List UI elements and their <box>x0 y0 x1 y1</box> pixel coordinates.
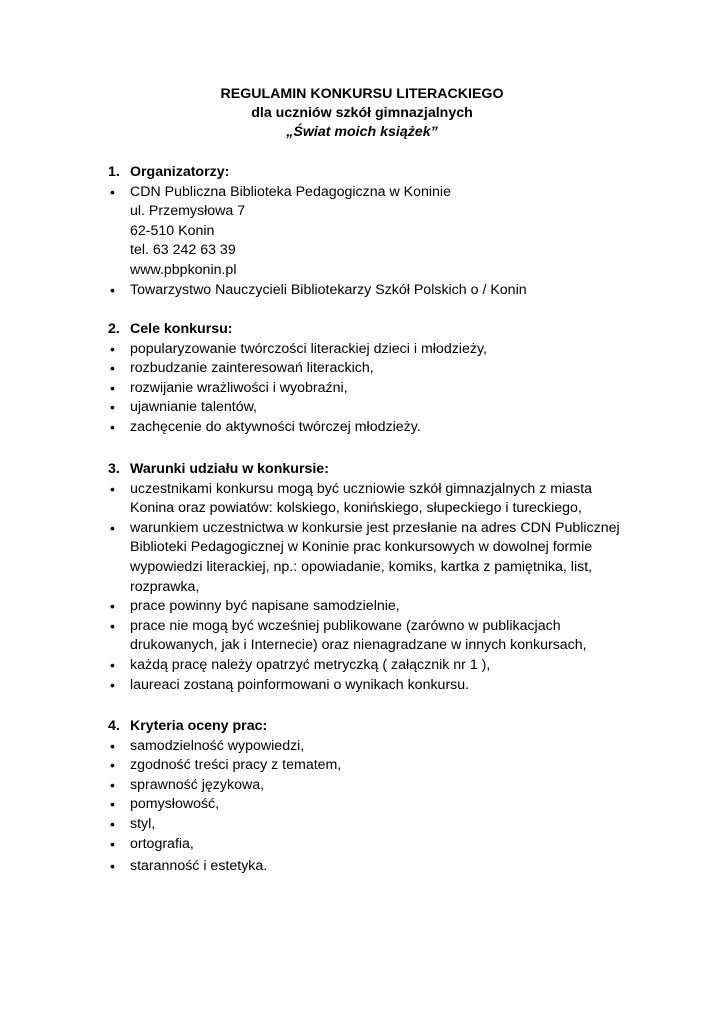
section-heading <box>108 320 668 340</box>
bullet-icon: • <box>110 835 115 852</box>
bullet-icon: • <box>110 776 115 793</box>
list-item-text: zachęcenie do aktywności twórczej młodzieży. <box>130 418 421 435</box>
document-title: REGULAMIN KONKURSU LITERACKIEGO <box>220 86 504 102</box>
list-item-text: samodzielność wypowiedzi, <box>130 737 305 754</box>
list-item <box>108 737 668 757</box>
bullet-icon: • <box>110 360 115 377</box>
bullet-icon: • <box>110 676 115 693</box>
list-item <box>108 815 668 835</box>
bullet-icon: • <box>110 796 115 813</box>
list-item <box>108 418 668 438</box>
section-heading <box>108 163 668 183</box>
bullet-icon: • <box>110 519 115 536</box>
section-title: Kryteria oceny prac: <box>130 718 268 734</box>
list-item <box>108 656 668 676</box>
section-heading <box>108 717 668 737</box>
address-block <box>108 202 668 280</box>
section-title: Cele konkursu: <box>130 321 233 337</box>
list-item-text: rozwijanie wrażliwości i wyobraźni, <box>130 379 348 396</box>
list-item-text: każdą pracę należy opatrzyć metryczką ( załącznik nr 1 ), <box>130 656 491 673</box>
bullet-icon: • <box>110 340 115 357</box>
bullet-icon: • <box>110 418 115 435</box>
list-item <box>108 835 668 855</box>
address-street: ul. Przemysłowa 7 <box>130 203 246 220</box>
section-conditions <box>108 460 668 695</box>
list-item <box>108 857 668 877</box>
section-number: 3. <box>108 461 120 477</box>
list-item <box>108 359 668 379</box>
list-item <box>108 676 668 696</box>
list-item-text: popularyzowanie twórczości literackiej dzieci i młodzieży, <box>130 340 487 357</box>
list-item-text: laureaci zostaną poinformowani o wynikach konkursu. <box>130 676 470 693</box>
list-item-text: warunkiem uczestnictwa w konkursie jest przesłanie na adres CDN Publicznej Biblioteki Pedagogicznej w Koninie prac konkursowych w dowolnej formie wypowiedzi literackiej, np.: opowiadanie, komiks, kartka z pamiętnika, list, rozprawka, <box>130 519 620 595</box>
address-phone: tel. 63 242 63 39 <box>130 242 236 259</box>
list-item-text: uczestnikami konkursu mogą być uczniowie szkół gimnazjalnych z miasta Konina oraz powiatów: kolskiego, konińskiego, słupeckiego i tureckiego, <box>130 480 593 517</box>
list-item <box>108 597 668 617</box>
section-goals <box>108 320 668 438</box>
list-item-text: prace powinny być napisane samodzielnie, <box>130 598 400 615</box>
list-item-text: rozbudzanie zainteresowań literackich, <box>130 360 374 377</box>
bullet-icon: • <box>110 399 115 416</box>
list-item-text: CDN Publiczna Biblioteka Pedagogiczna w Koninie <box>130 183 451 200</box>
section-heading <box>108 460 668 480</box>
list-item-text: ortografia, <box>130 835 194 852</box>
list-item <box>108 617 668 656</box>
section-number: 1. <box>108 164 120 180</box>
list-item <box>108 340 668 360</box>
section-organizers <box>108 163 668 300</box>
document-subtitle: dla uczniów szkół gimnazjalnych <box>251 105 473 121</box>
list-item-text: staranność i estetyka. <box>130 858 268 875</box>
list-item-text: zgodność treści pracy z tematem, <box>130 757 342 774</box>
bullet-icon: • <box>110 656 115 673</box>
list-item-text: sprawność językowa, <box>130 776 265 793</box>
bullet-icon: • <box>110 281 115 298</box>
list-item <box>108 776 668 796</box>
bullet-icon: • <box>110 757 115 774</box>
list-item <box>108 281 668 301</box>
list-item <box>108 519 668 597</box>
bullet-icon: • <box>110 737 115 754</box>
bullet-icon: • <box>110 480 115 497</box>
list-item <box>108 795 668 815</box>
list-item-text: prace nie mogą być wcześniej publikowane (zarówno w publikacjach drukowanych, jak i Internecie) oraz nienagradzane w innych konkursach, <box>130 617 587 654</box>
section-title: Organizatorzy: <box>130 164 230 180</box>
address-website: www.pbpkonin.pl <box>130 261 237 278</box>
bullet-icon: • <box>110 617 115 634</box>
bullet-icon: • <box>110 598 115 615</box>
list-item <box>108 183 668 203</box>
bullet-icon: • <box>110 858 115 875</box>
bullet-icon: • <box>110 183 115 200</box>
section-title: Warunki udziału w konkursie: <box>130 461 329 477</box>
section-number: 4. <box>108 718 120 734</box>
list-item <box>108 379 668 399</box>
address-city: 62-510 Konin <box>130 222 215 239</box>
list-item <box>108 480 668 519</box>
list-item <box>108 398 668 418</box>
bullet-icon: • <box>110 379 115 396</box>
contest-motto: „Świat moich książek” <box>286 124 438 140</box>
list-item-text: pomysłowość, <box>130 796 220 813</box>
section-criteria <box>108 717 668 877</box>
list-item-text: Towarzystwo Nauczycieli Bibliotekarzy Szkół Polskich o / Konin <box>130 281 527 298</box>
list-item <box>108 756 668 776</box>
list-item-text: styl, <box>130 815 156 832</box>
title-block <box>0 85 724 142</box>
list-item-text: ujawnianie talentów, <box>130 399 257 416</box>
bullet-icon: • <box>110 815 115 832</box>
section-number: 2. <box>108 321 120 337</box>
